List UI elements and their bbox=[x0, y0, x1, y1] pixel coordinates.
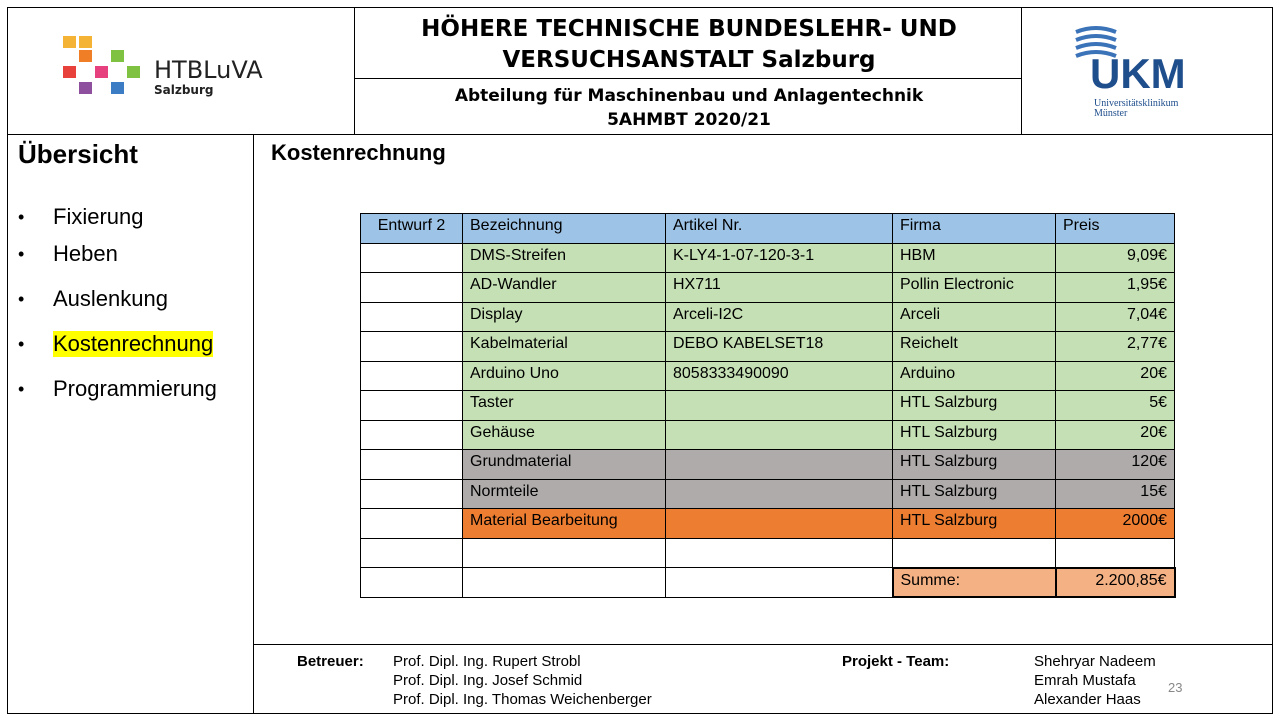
cell-price: 2,77€ bbox=[1056, 332, 1175, 362]
table-row bbox=[361, 391, 1175, 421]
header-col-left bbox=[354, 7, 355, 135]
cell-article bbox=[666, 509, 893, 539]
cell-name: Display bbox=[463, 302, 666, 332]
empty-cell bbox=[463, 568, 666, 598]
ukm-logo-sub1: Universitätsklinikum bbox=[1094, 98, 1179, 109]
frame-bottom bbox=[7, 713, 1273, 714]
empty-cell bbox=[1056, 538, 1175, 568]
cell-price: 2000€ bbox=[1056, 509, 1175, 539]
school-title-line2: VERSUCHSANSTALT Salzburg bbox=[502, 47, 876, 73]
table-row bbox=[361, 302, 1175, 332]
cell-price: 120€ bbox=[1056, 450, 1175, 480]
cell-price: 20€ bbox=[1056, 361, 1175, 391]
empty-cell bbox=[361, 479, 463, 509]
frame-top bbox=[7, 7, 1273, 8]
supervisor-name: Prof. Dipl. Ing. Rupert Strobl bbox=[393, 653, 581, 670]
ukm-logo-name: UKM bbox=[1090, 50, 1186, 97]
cell-price: 5€ bbox=[1056, 391, 1175, 421]
bullet-icon: • bbox=[18, 243, 25, 264]
empty-cell bbox=[361, 332, 463, 362]
nav-item-heben[interactable] bbox=[18, 241, 118, 267]
cell-company: HTL Salzburg bbox=[893, 479, 1056, 509]
table-row bbox=[361, 361, 1175, 391]
cell-article bbox=[666, 420, 893, 450]
header-cell-entwurf: Entwurf 2 bbox=[361, 214, 463, 244]
empty-cell bbox=[361, 450, 463, 480]
header-cell-firma: Firma bbox=[893, 214, 1056, 244]
empty-cell bbox=[361, 361, 463, 391]
header-divider bbox=[7, 134, 1273, 135]
nav-item-label-active: Kostenrechnung bbox=[53, 331, 214, 356]
table-row bbox=[361, 420, 1175, 450]
page-number: 23 bbox=[1168, 680, 1183, 695]
cell-company: HTL Salzburg bbox=[893, 420, 1056, 450]
cell-company: HTL Salzburg bbox=[893, 509, 1056, 539]
team-label: Projekt - Team: bbox=[842, 653, 950, 670]
empty-cell bbox=[361, 391, 463, 421]
school-title bbox=[356, 14, 1022, 76]
cell-name: Taster bbox=[463, 391, 666, 421]
cell-name: Material Bearbeitung bbox=[463, 509, 666, 539]
sum-label: Summe: bbox=[893, 568, 1056, 598]
supervisors-list bbox=[393, 652, 652, 709]
header-cell-preis: Preis bbox=[1056, 214, 1175, 244]
cell-name: Arduino Uno bbox=[463, 361, 666, 391]
header-mid-divider bbox=[354, 78, 1022, 79]
supervisors-label: Betreuer: bbox=[297, 653, 364, 670]
department-line: Abteilung für Maschinenbau und Anlagentechnik bbox=[454, 86, 924, 106]
cell-company: HTL Salzburg bbox=[893, 450, 1056, 480]
nav-item-label: Fixierung bbox=[53, 204, 144, 229]
cell-article: DEBO KABELSET18 bbox=[666, 332, 893, 362]
ukm-logo bbox=[1070, 24, 1210, 124]
team-list bbox=[1034, 652, 1156, 709]
cell-article: 8058333490090 bbox=[666, 361, 893, 391]
supervisor-name: Prof. Dipl. Ing. Thomas Weichenberger bbox=[393, 691, 652, 708]
cell-name: DMS-Streifen bbox=[463, 243, 666, 273]
empty-cell bbox=[666, 568, 893, 598]
table-row-sum bbox=[361, 568, 1175, 598]
empty-cell bbox=[361, 568, 463, 598]
ukm-logo-sub2: Münster bbox=[1094, 108, 1128, 119]
table-header-row bbox=[361, 214, 1175, 244]
empty-cell bbox=[361, 273, 463, 303]
frame-left bbox=[7, 7, 8, 714]
empty-cell bbox=[361, 420, 463, 450]
table-row bbox=[361, 243, 1175, 273]
cell-name: Normteile bbox=[463, 479, 666, 509]
nav-item-label: Programmierung bbox=[53, 376, 217, 401]
cell-price: 20€ bbox=[1056, 420, 1175, 450]
nav-item-programmierung[interactable] bbox=[18, 376, 217, 402]
cell-article bbox=[666, 391, 893, 421]
bullet-icon: • bbox=[18, 288, 25, 309]
empty-cell bbox=[361, 243, 463, 273]
cell-article bbox=[666, 450, 893, 480]
table-row bbox=[361, 450, 1175, 480]
htbluva-logo bbox=[62, 36, 282, 98]
empty-cell bbox=[361, 509, 463, 539]
cell-price: 15€ bbox=[1056, 479, 1175, 509]
footer-divider bbox=[253, 644, 1273, 645]
empty-cell bbox=[666, 538, 893, 568]
nav-item-label: Auslenkung bbox=[53, 286, 168, 311]
table-row bbox=[361, 332, 1175, 362]
cell-company: Pollin Electronic bbox=[893, 273, 1056, 303]
team-member-name: Emrah Mustafa bbox=[1034, 672, 1136, 689]
cell-name: Gehäuse bbox=[463, 420, 666, 450]
cell-company: HBM bbox=[893, 243, 1056, 273]
htbluva-logo-name: HTBLuVA bbox=[154, 56, 263, 84]
cell-article: Arceli-I2C bbox=[666, 302, 893, 332]
table-row bbox=[361, 273, 1175, 303]
empty-cell bbox=[361, 302, 463, 332]
header-cell-bezeichnung: Bezeichnung bbox=[463, 214, 666, 244]
table-row bbox=[361, 509, 1175, 539]
class-line: 5AHMBT 2020/21 bbox=[607, 110, 771, 130]
supervisor-name: Prof. Dipl. Ing. Josef Schmid bbox=[393, 672, 583, 689]
cell-company: HTL Salzburg bbox=[893, 391, 1056, 421]
nav-item-label: Heben bbox=[53, 241, 118, 266]
department-subtitle bbox=[356, 84, 1022, 132]
cell-article: HX711 bbox=[666, 273, 893, 303]
cell-price: 7,04€ bbox=[1056, 302, 1175, 332]
cell-company: Reichelt bbox=[893, 332, 1056, 362]
bullet-icon: • bbox=[18, 206, 25, 227]
bullet-icon: • bbox=[18, 378, 25, 399]
htbluva-logo-sub: Salzburg bbox=[154, 83, 214, 97]
nav-item-kostenrechnung[interactable] bbox=[18, 331, 213, 357]
cell-name: Kabelmaterial bbox=[463, 332, 666, 362]
cell-name: Grundmaterial bbox=[463, 450, 666, 480]
cell-price: 1,95€ bbox=[1056, 273, 1175, 303]
page-title: Kostenrechnung bbox=[271, 140, 446, 165]
cost-table bbox=[360, 213, 1176, 598]
sidebar-divider bbox=[253, 134, 254, 714]
empty-cell bbox=[361, 538, 463, 568]
cell-company: Arduino bbox=[893, 361, 1056, 391]
nav-item-auslenkung[interactable] bbox=[18, 286, 168, 312]
sum-value: 2.200,85€ bbox=[1056, 568, 1175, 598]
htbluva-logo-mark-icon bbox=[62, 36, 152, 98]
team-member-name: Shehryar Nadeem bbox=[1034, 653, 1156, 670]
cell-company: Arceli bbox=[893, 302, 1056, 332]
frame-right bbox=[1272, 7, 1273, 714]
header-cell-artikel: Artikel Nr. bbox=[666, 214, 893, 244]
empty-cell bbox=[463, 538, 666, 568]
table-row bbox=[361, 479, 1175, 509]
cell-article bbox=[666, 479, 893, 509]
cell-name: AD-Wandler bbox=[463, 273, 666, 303]
team-member-name: Alexander Haas bbox=[1034, 691, 1141, 708]
nav-item-fixierung[interactable] bbox=[18, 204, 143, 230]
cell-article: K-LY4-1-07-120-3-1 bbox=[666, 243, 893, 273]
school-title-line1: HÖHERE TECHNISCHE BUNDESLEHR- UND bbox=[421, 16, 957, 42]
cell-price: 9,09€ bbox=[1056, 243, 1175, 273]
empty-cell bbox=[893, 538, 1056, 568]
bullet-icon: • bbox=[18, 333, 25, 354]
sidebar-title: Übersicht bbox=[18, 139, 138, 169]
table-row-empty bbox=[361, 538, 1175, 568]
